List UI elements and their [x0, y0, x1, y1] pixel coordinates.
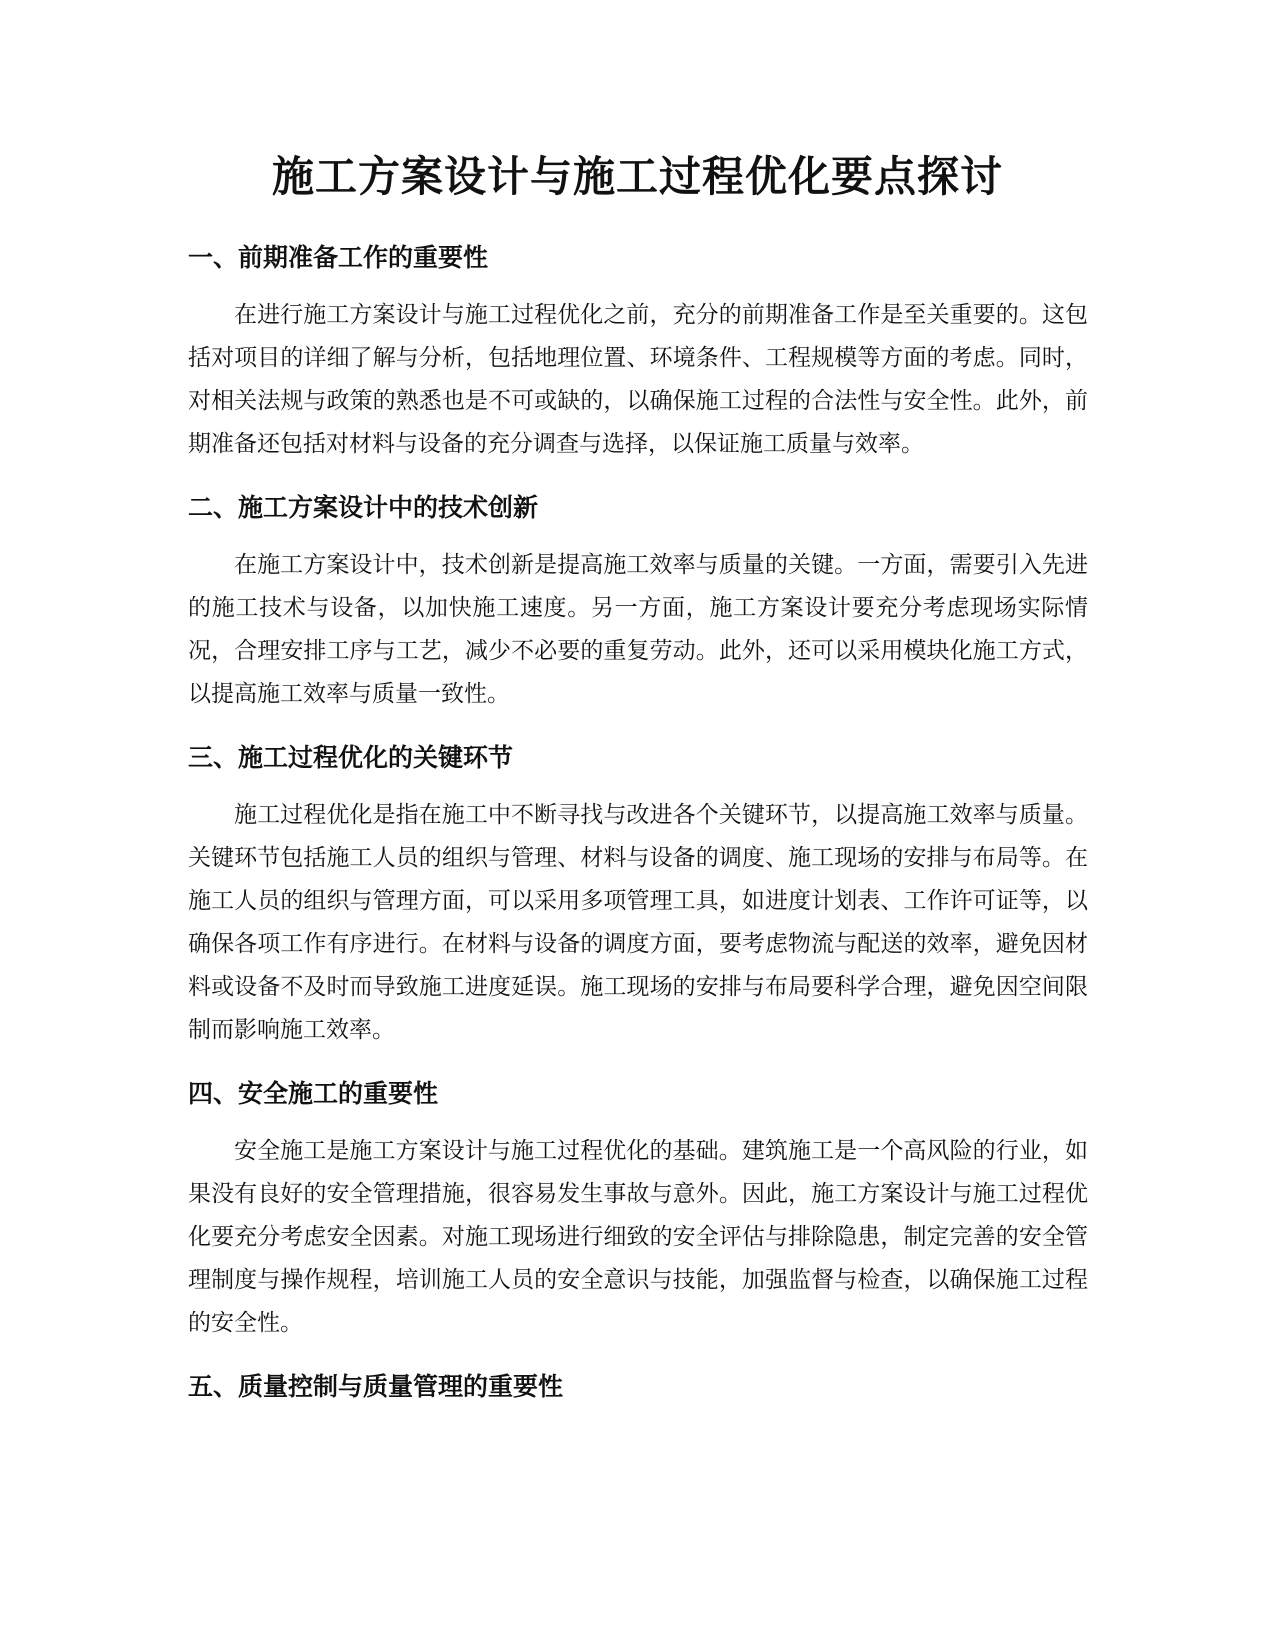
section-paragraph: 在施工方案设计中，技术创新是提高施工效率与质量的关键。一方面，需要引入先进的施工技术与设备，以加快施工速度。另一方面，施工方案设计要充分考虑现场实际情况，合理安排工序与工艺，减少不必要的重复劳动。此外，还可以采用模块化施工方式，以提高施工效率与质量一致性。: [188, 552, 1088, 707]
document-body: [188, 238, 1088, 1423]
section-1: [188, 238, 1088, 466]
section-paragraph: 施工过程优化是指在施工中不断寻找与改进各个关键环节，以提高施工效率与质量。关键环节包括施工人员的组织与管理、材料与设备的调度、施工现场的安排与布局等。在施工人员的组织与管理方面，可以采用多项管理工具，如进度计划表、工作许可证等，以确保各项工作有序进行。在材料与设备的调度方面，要考虑物流与配送的效率，避免因材料或设备不及时而导致施工进度延误。施工现场的安排与布局要科学合理，避免因空间限制而影响施工效率。: [188, 802, 1088, 1043]
section-2: [188, 488, 1088, 716]
section-heading: 一、前期准备工作的重要性: [188, 243, 489, 272]
section-paragraph: 在进行施工方案设计与施工过程优化之前，充分的前期准备工作是至关重要的。这包括对项目的详细了解与分析，包括地理位置、环境条件、工程规模等方面的考虑。同时，对相关法规与政策的熟悉也是不可或缺的，以确保施工过程的合法性与安全性。此外，前期准备还包括对材料与设备的充分调查与选择，以保证施工质量与效率。: [188, 302, 1088, 457]
document-title: 施工方案设计与施工过程优化要点探讨: [271, 152, 1003, 201]
section-paragraph: 安全施工是施工方案设计与施工过程优化的基础。建筑施工是一个高风险的行业，如果没有良好的安全管理措施，很容易发生事故与意外。因此，施工方案设计与施工过程优化要充分考虑安全因素。对施工现场进行细致的安全评估与排除隐患，制定完善的安全管理制度与操作规程，培训施工人员的安全意识与技能，加强监督与检查，以确保施工过程的安全性。: [188, 1138, 1088, 1336]
section-3: [188, 738, 1088, 1052]
section-heading: 二、施工方案设计中的技术创新: [188, 493, 539, 522]
section-heading: 三、施工过程优化的关键环节: [188, 743, 514, 772]
section-4: [188, 1074, 1088, 1345]
section-heading: 五、质量控制与质量管理的重要性: [188, 1372, 564, 1401]
section-heading: 四、安全施工的重要性: [188, 1079, 439, 1108]
section-5: [188, 1367, 1088, 1407]
